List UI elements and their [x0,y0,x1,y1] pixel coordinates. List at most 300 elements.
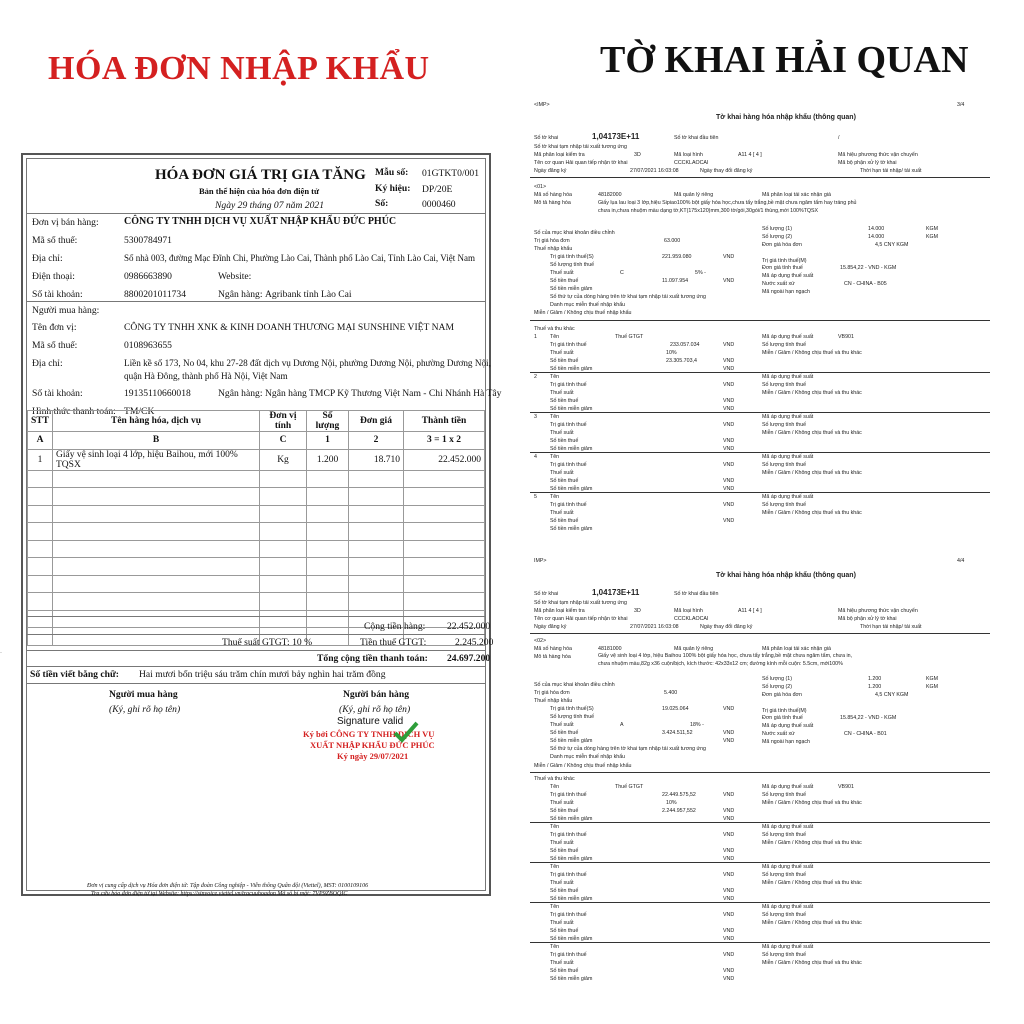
vnd: VND [723,462,735,468]
tg-label: Trị giá tính thuế [550,342,587,348]
ma-ngoai-label: Mã ngoài hạn ngạch [762,739,811,745]
tg-hd-label: Trị giá hóa đơn [534,238,570,244]
vat-label: Tiền thuế GTGT: [360,637,427,648]
item-total: 22.452.000 [404,449,485,470]
thue-nk-label: Thuế nhập khẩu [534,246,573,252]
vnd: VND [723,422,735,428]
tg-tinh-m-label: Trị giá tính thuế(M) [762,708,807,714]
ngay: 27/07/2021 16:03:08 [630,168,679,174]
subtotal-label: Cộng tiền hàng: [364,621,426,632]
seller-phone-label: Điện thoại: [32,271,75,282]
invoice-heading: HÓA ĐƠN NHẬP KHẨU [48,50,430,87]
sl-t-label: Số lượng tính thuế [762,832,807,838]
ma-pl-label: Mã phân loại tái xác nhận giá [762,192,831,198]
sl1-label: Số lượng (1) [762,226,792,232]
tg-label: Trị giá tính thuế [550,382,587,388]
table-row [28,593,485,611]
page-number: 3/4 [957,102,965,108]
col-unit: Đơn vị tính [260,411,307,432]
col-name: Tên hàng hóa, dịch vụ [53,411,260,432]
col-qty: Số lượng [307,411,349,432]
mien-khac-label: Miễn / Giảm / Không chịu thuế và thu khác [762,470,862,476]
loai-kt: 3D [634,608,641,614]
ma-ap-label: Mã áp dụng thuế suất [762,273,814,279]
item-stt: 1 [28,449,53,470]
vnd: VND [723,366,735,372]
thue-nk-label: Thuế nhập khẩu [534,698,573,704]
muc-khai-label: Số của mục khai khoản điều chỉnh [534,682,615,688]
words-label: Số tiền viết bằng chữ: [30,669,119,680]
customs-heading: TỜ KHAI HẢI QUAN [600,39,969,81]
vnd: VND [723,792,735,798]
customs-page-1 [530,102,1000,532]
mg-label: Số tiền miễn giảm [550,738,593,744]
ma-ts-label: Mã áp dụng thuế suất [762,864,814,870]
ma-ts-label: Mã áp dụng thuế suất [762,904,814,910]
ts2-label: Thuế suất [550,390,574,396]
dg-tinh-label: Đơn giá tính thuế [762,265,803,271]
page-number: 4/4 [957,558,965,564]
vnd: VND [723,848,735,854]
so-tk: 1,04173E+11 [592,132,640,141]
vnd: VND [723,832,735,838]
signed-date: Ký ngày 29/07/2021 [337,751,409,761]
seller-name: CÔNG TY TNHH DỊCH VỤ XUẤT NHẬP KHẨU ĐỨC PHÚC [124,216,397,227]
ma-ts-label: Mã áp dụng thuế suất [762,374,814,380]
subtotal: 22.452.000 [447,621,491,632]
vnd: VND [723,486,735,492]
ngay-doi-label: Ngày thay đổi đăng ký [700,168,753,174]
ten-label: Tên [550,374,560,380]
thue-khac-label: Thuế và thu khác [534,326,575,332]
mien-khac-label: Miễn / Giảm / Không chịu thuế và thu khác [762,390,862,396]
so: 0000460 [422,199,456,210]
ma-hang: 48182000 [598,192,622,198]
ky-hieu: DP/20E [422,184,453,195]
mo-ta-label: Mô tả hàng hóa [534,654,571,660]
ngay-doi-label: Ngày thay đổi đăng ký [700,624,753,630]
ma-ts-label: Mã áp dụng thuế suất [762,784,814,790]
ma-pl-label: Mã phân loại tái xác nhận giá [762,646,831,652]
sl-t-label: Số lượng tính thuế [762,422,807,428]
vat-rate: 10% [666,350,677,356]
sl-t-label: Số lượng tính thuế [762,502,807,508]
sl-t-label: Số lượng tính thuế [762,912,807,918]
amount-in-words: Hai mươi bốn triệu sáu trăm chín mươi bảy nghìn hai trăm đồng [139,669,386,680]
buyer-name: CÔNG TY TNHH XNK & KINH DOANH THƯƠNG MẠI SUNSHINE VIỆT NAM [124,322,454,333]
quan-ly-label: Mã quản lý riêng [674,646,714,652]
ma-loai: A11 4 [ 4 ] [738,608,762,614]
so-tk-tam-label: Số tờ khai tạm nhập tái xuất tương ứng [534,600,627,606]
seller-bank-label: Ngân hàng: [218,289,263,300]
sl1: 1.200 [868,676,882,682]
tien-label: Số tiền thuế [550,518,579,524]
ten-label: Tên [550,824,560,830]
ten-label: Tên [550,784,560,790]
ts-label: Thuế suất [550,722,574,728]
vnd: VND [723,446,735,452]
thoi-han-label: Thời hạn tái nhập/ tái xuất [860,624,922,630]
mg-label: Số tiền miễn giảm [550,286,593,292]
buyer-tax: 0108963655 [124,340,172,351]
vat-base: 22.449.575,52 [662,792,696,798]
mg2-label: Số tiền miễn giảm [550,486,593,492]
tg-label: Trị giá tính thuế [550,792,587,798]
ma-hang-label: Mã số hàng hóa [534,192,572,198]
seq: <02> [534,638,547,644]
dg-tinh: 15.854,22 - VND - KGM [840,715,897,721]
signed-by-company: XUẤT NHẬP KHẨU ĐỨC PHÚC [310,740,435,750]
n4: 4 [534,454,537,460]
ten-label: Tên [550,904,560,910]
sl-tinh-label: Số lượng tính thuế [550,262,595,268]
buyer-tax-label: Mã số thuế: [32,340,78,351]
mien-nk-label: Miễn / Giảm / Không chịu thuế nhập khẩu [534,763,632,769]
dg-tinh-label: Đơn giá tính thuế [762,715,803,721]
mo-ta-label: Mô tả hàng hóa [534,200,571,206]
vat-amount: 2.244.957,552 [662,808,696,814]
sl-t-label: Số lượng tính thuế [762,872,807,878]
mg2-label: Số tiền miễn giảm [550,446,593,452]
ten-label: Tên [550,414,560,420]
sl1-label: Số lượng (1) [762,676,792,682]
dvt1: KGM [926,226,939,232]
vnd: VND [723,928,735,934]
ngay-label: Ngày đăng ký [534,168,567,174]
ts2-label: Thuế suất [550,510,574,516]
ma-ts-label: Mã áp dụng thuế suất [762,454,814,460]
vnd: VND [723,968,735,974]
code-b: B [53,432,260,450]
n3: 3 [534,414,537,420]
vnd: VND [723,738,735,744]
dg-hd-label: Đơn giá hóa đơn [762,692,802,698]
buyer-addr-label: Địa chỉ: [32,358,63,369]
seller-sign-hint: (Ký, ghi rõ họ tên) [339,704,411,715]
ten-label: Tên [550,864,560,870]
tg-label: Trị giá tính thuế [550,462,587,468]
mg2-label: Số tiền miễn giảm [550,896,593,902]
muc-khai-label: Số của mục khai khoản điều chỉnh [534,230,615,236]
col-total: Thành tiền [404,411,485,432]
ts2-label: Thuế suất [550,960,574,966]
vnd: VND [723,438,735,444]
tien-label: Số tiền thuế [550,848,579,854]
sl2-label: Số lượng (2) [762,684,792,690]
bo-phan-label: Mã bộ phận xử lý tờ khai [838,160,897,166]
items-table [27,410,485,646]
ts2-label: Thuế suất [550,470,574,476]
nuoc-label: Nước xuất xứ [762,281,795,287]
vat-rate: 10% [666,800,677,806]
mien-khac-label: Miễn / Giảm / Không chịu thuế và thu khác [762,800,862,806]
seller-sign-label: Người bán hàng [343,689,409,700]
sl-tinh-label: Số lượng tính thuế [550,714,595,720]
buyer-sign-label: Người mua hàng [109,689,178,700]
ts-rate: 5% - [695,270,706,276]
vnd: VND [723,816,735,822]
vnd: VND [723,888,735,894]
vnd: VND [723,406,735,412]
tg-label: Trị giá tính thuế [550,502,587,508]
vnd: VND [723,952,735,958]
vnd: VND [723,398,735,404]
tien-thue-label: Số tiền thuế [550,278,579,284]
footer-provider: Đơn vị cung cấp dịch vụ Hóa đơn điện tử: Tập đoàn Công nghiệp - Viễn thông Quân đội (Viettel), MST: 0100109106 [87,883,369,889]
mg2-label: Số tiền miễn giảm [550,976,593,982]
tg-tinh-label: Trị giá tính thuế(S) [550,706,594,712]
ten-label: Tên [550,454,560,460]
bo-phan-label: Mã bộ phận xử lý tờ khai [838,616,897,622]
mg2-label: Số tiền miễn giảm [550,816,593,822]
vnd: VND [723,382,735,388]
item-name: Giấy vệ sinh loại 4 lớp, hiệu Baihou, mới 100% TQSX [53,449,260,470]
ky-hieu-label: Ký hiệu: [375,183,411,194]
so-tk: 1,04173E+11 [592,588,640,597]
ma-hang-label: Mã số hàng hóa [534,646,572,652]
so-tk-tam-label: Số tờ khai tạm nhập tái xuất tương ứng [534,144,627,150]
vnd: VND [723,478,735,484]
thoi-han-label: Thời hạn tái nhập/ tái xuất [860,168,922,174]
mien-khac-label: Miễn / Giảm / Không chịu thuế và thu khác [762,350,862,356]
table-code-row [28,432,485,450]
ts2-label: Thuế suất [550,800,574,806]
nuoc: CN - CHINA - B05 [844,281,887,287]
vnd: VND [723,518,735,524]
tg-tinh-label: Trị giá tính thuế(S) [550,254,594,260]
sl-t-label: Số lượng tính thuế [762,952,807,958]
cq-label: Tên cơ quan Hải quan tiếp nhận tờ khai [534,616,628,622]
n2: 2 [534,374,537,380]
sl2-label: Số lượng (2) [762,234,792,240]
sl2: 14.000 [868,234,885,240]
grand-total: 24.697.200 [447,653,491,664]
ma-loai-label: Mã loại hình [674,608,703,614]
declaration-title: Tờ khai hàng hóa nhập khẩu (thông quan) [716,572,856,579]
seller-web-label: Website: [218,271,252,282]
payment-method: TM/CK [124,406,155,417]
imp-tag: IMP> [534,558,547,564]
col-price: Đơn giá [349,411,404,432]
quan-ly-label: Mã quản lý riêng [674,192,714,198]
so-tk-label: Số tờ khai [534,135,559,141]
so-tk-dau-label: Số tờ khai đầu tiên [674,135,719,141]
buyer-acct-label: Số tài khoản: [32,388,83,399]
vnd: VND [723,502,735,508]
invoice-subtitle: Bản thể hiện của hóa đơn điện tử [199,186,320,196]
ten-label: Tên [550,334,560,340]
loai-kt-label: Mã phân loại kiểm tra [534,152,585,158]
customs-page-2 [530,558,1000,988]
tg-tinh: 19.025.064 [662,706,689,712]
cq-label: Tên cơ quan Hải quan tiếp nhận tờ khai [534,160,628,166]
ts2-label: Thuế suất [550,430,574,436]
ma-ap-label: Mã áp dụng thuế suất [762,723,814,729]
signature-valid: Signature valid [337,716,404,727]
dg-hd: 4,5 CNY KGM [875,692,909,698]
vnd: VND [723,254,735,260]
mo-ta: Giấy vệ sinh loại 4 lớp, hiệu Baihou 100% bột giấy hóa học, chưa tẩy trắng,bề mặt chưa ngâm tẩm, chưa in, [598,653,853,659]
seller-acct: 8800201011734 [124,289,187,300]
ts2-label: Thuế suất [550,840,574,846]
code-2: 2 [349,432,404,450]
mg2-label: Số tiền miễn giảm [550,936,593,942]
code-3: 3 = 1 x 2 [404,432,485,450]
sl-t-label: Số lượng tính thuế [762,382,807,388]
vat-name: Thuế GTGT [615,334,644,340]
mg2-label: Số tiền miễn giảm [550,526,593,532]
mo-ta: Giấy lụa lau loại 3 lớp,hiệu Sipiao100% bột giấy hóa học,chưa tẩy trắng,bề mặt chưa ngâm tẩm hay tráng phủ [598,200,857,206]
seller-label: Đơn vị bán hàng: [32,217,99,228]
tg-label: Trị giá tính thuế [550,832,587,838]
buyer-acct: 19135110660018 [124,388,191,399]
n1: 1 [534,334,537,340]
mo-ta-2: chưa nhuộm màu,82g x36 cuộn/bịch, kích thước: 42x33x12 cm; đường kính mỗi cuộn: 5.5cm, mới100% [598,661,843,667]
mien-nk-label: Miễn / Giảm / Không chịu thuế nhập khẩu [534,310,632,316]
ma-loai-label: Mã loại hình [674,152,703,158]
item-price: 18.710 [349,449,404,470]
nuoc: CN - CHINA - B01 [844,731,887,737]
seller-phone: 0986663890 [124,271,172,282]
tien-label: Số tiền thuế [550,358,579,364]
ma-hq-label: Mã hiệu phương thức vận chuyển [838,608,918,614]
thue-khac-label: Thuế và thu khác [534,776,575,782]
vnd: VND [723,342,735,348]
ngay-label: Ngày đăng ký [534,624,567,630]
buyer-addr-line2: quận Hà Đông, thành phố Hà Nội, Việt Nam [124,371,288,381]
dm-mien-label: Danh mục miễn thuế nhập khẩu [550,302,626,308]
tg-tinh-m-label: Trị giá tính thuế(M) [762,258,807,264]
declaration-title: Tờ khai hàng hóa nhập khẩu (thông quan) [716,114,856,121]
invoice-title: HÓA ĐƠN GIÁ TRỊ GIA TĂNG [155,167,366,183]
tg-label: Trị giá tính thuế [550,872,587,878]
so-tk-dau-label: Số tờ khai đầu tiên [674,591,719,597]
table-row [28,523,485,541]
mien-khac-label: Miễn / Giảm / Không chịu thuế và thu khác [762,840,862,846]
vat-base: 233.057.034 [670,342,700,348]
seq: <01> [534,184,547,190]
vat-rate: Thuế suất GTGT: 10 % [222,637,313,648]
ma-ts-label: Mã áp dụng thuế suất [762,944,814,950]
nuoc-label: Nước xuất xứ [762,731,795,737]
imp-tag: <IMP> [534,102,550,108]
buyer-bank-label: Ngân hàng: [218,388,263,399]
ts2-label: Thuế suất [550,920,574,926]
invoice-date: Ngày 29 tháng 07 năm 2021 [215,200,324,211]
n5: 5 [534,494,537,500]
table-row [28,449,485,470]
ma-hq-label: Mã hiệu phương thức vận chuyển [838,152,918,158]
vnd: VND [723,872,735,878]
tien-thue: 3.424.511,52 [662,730,693,736]
dvt2: KGM [926,684,939,690]
tien-label: Số tiền thuế [550,398,579,404]
mau-so-label: Mẫu số: [375,167,409,178]
code-1: 1 [307,432,349,450]
so-label: Số: [375,198,389,209]
ts-label: Thuế suất [550,270,574,276]
code-c: C [260,432,307,450]
tg-label: Trị giá tính thuế [550,912,587,918]
sl1: 14.000 [868,226,885,232]
table-row [28,540,485,558]
vat-code: VB901 [838,784,854,790]
seller-tax-label: Mã số thuế: [32,235,78,246]
tien-label: Số tiền thuế [550,888,579,894]
tg-label: Trị giá tính thuế [550,952,587,958]
buyer-person-label: Người mua hàng: [32,305,100,316]
vnd: VND [723,808,735,814]
ma-ts-label: Mã áp dụng thuế suất [762,494,814,500]
table-row [28,488,485,506]
sl-t-label: Số lượng tính thuế [762,342,807,348]
table-row [28,505,485,523]
mien-khac-label: Miễn / Giảm / Không chịu thuế và thu khác [762,920,862,926]
grand-total-label: Tổng cộng tiền thanh toán: [317,653,428,664]
vat-code: VB901 [838,334,854,340]
item-qty: 1.200 [307,449,349,470]
table-row [28,558,485,576]
tg-tinh: 221.959.080 [662,254,692,260]
buyer-sign-hint: (Ký, ghi rõ họ tên) [109,704,181,715]
signed-by: Ký bởi CÔNG TY TNHH DỊCH VỤ [303,729,435,739]
vnd: VND [723,912,735,918]
ts: C [620,270,624,276]
sl-t-label: Số lượng tính thuế [762,792,807,798]
sl-t-label: Số lượng tính thuế [762,462,807,468]
seller-tax: 5300784971 [124,235,172,246]
tien-label: Số tiền thuế [550,928,579,934]
ngay: 27/07/2021 16:03:08 [630,624,679,630]
tg-hd: 5.400 [664,690,678,696]
code-a: A [28,432,53,450]
buyer-name-label: Tên đơn vị: [32,322,77,333]
table-row [28,470,485,488]
footer-lookup: Tra cứu hóa đơn điện tử tại Website: https://sinvoice.viettel.vn/tracuuhoadon Mã số bí mật: 7VP9ZBOQIC [91,891,348,897]
margin-mark: · [0,650,2,656]
vnd: VND [723,706,735,712]
slash: / [838,135,840,141]
vnd: VND [723,730,735,736]
dg-tinh: 15.854,22 - VND - KGM [840,265,897,271]
seller-addr-label: Địa chỉ: [32,253,63,264]
vat-name: Thuế GTGT [615,784,644,790]
tien-label: Số tiền thuế [550,968,579,974]
dg-hd: 4,5 CNY KGM [875,242,909,248]
stt-dong-label: Số thứ tự của dòng hàng trên tờ khai tạm nhập tái xuất tương ứng [550,746,706,752]
mien-khac-label: Miễn / Giảm / Không chịu thuế và thu khác [762,510,862,516]
ma-hang: 48181000 [598,646,622,652]
dm-mien-label: Danh mục miễn thuế nhập khẩu [550,754,626,760]
loai-kt: 3D [634,152,641,158]
seller-acct-label: Số tài khoản: [32,289,83,300]
dvt1: KGM [926,676,939,682]
mien-khac-label: Miễn / Giảm / Không chịu thuế và thu khác [762,880,862,886]
vat-invoice [21,153,502,897]
mo-ta-2: chưa in,chưa nhuộm màu dạng tờ,KT(175x120)mm,300 tờ/gói,30gói/1 thùng,mới 100%TQSX [598,208,819,214]
tg-label: Trị giá tính thuế [550,422,587,428]
tg-hd: 63.000 [664,238,681,244]
ts: A [620,722,624,728]
ma-ts-label: Mã áp dụng thuế suất [762,824,814,830]
vnd: VND [723,976,735,982]
vnd: VND [723,896,735,902]
payment-label: Hình thức thanh toán: [32,406,116,417]
ten-label: Tên [550,944,560,950]
table-row [28,575,485,593]
seller-bank: Agribank tỉnh Lào Cai [265,289,352,300]
mg2-label: Số tiền miễn giảm [550,366,593,372]
